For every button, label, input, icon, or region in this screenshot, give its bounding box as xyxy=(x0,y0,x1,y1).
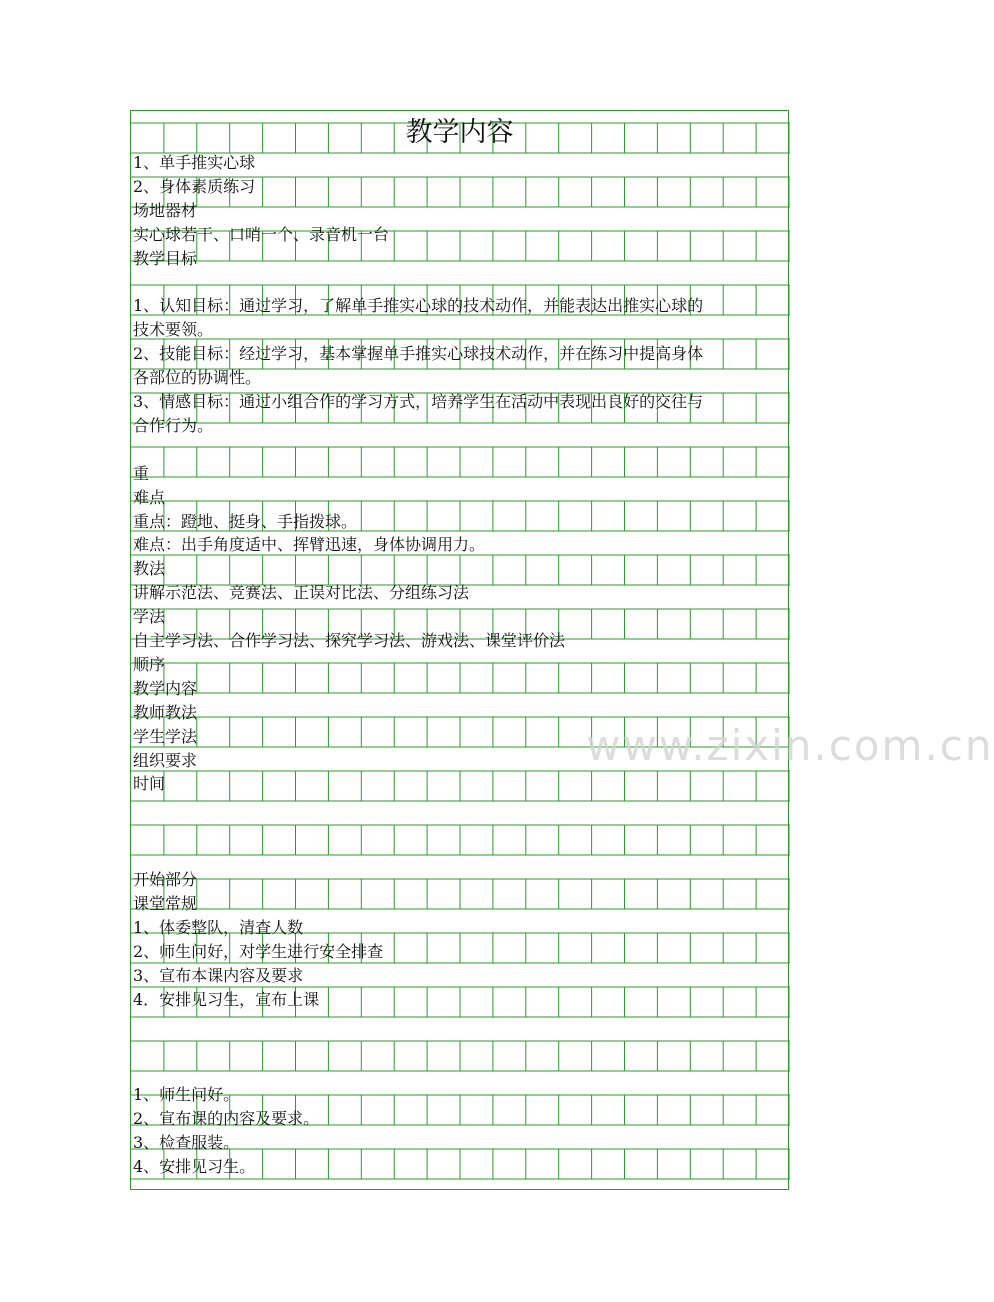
text-line xyxy=(133,796,786,820)
text-line: 各部位的协调性。 xyxy=(133,368,262,388)
text-line: 3、宣布本课内容及要求 xyxy=(133,965,304,985)
text-line: 4．安排见习生，宣布上课 xyxy=(133,989,320,1009)
document-sheet xyxy=(130,110,994,1190)
text-line: 开始部分 xyxy=(133,870,198,889)
watermark: www.zixin.com.cn xyxy=(586,721,994,770)
text-line: 自主学习法、合作学习法、探究学习法、游戏法、课堂评价法 xyxy=(133,631,566,650)
text-line xyxy=(133,438,786,462)
text-line: 场地器材 xyxy=(133,200,198,220)
text-line: 1、认知目标：通过学习，了解单手推实心球的技术动作，并能表达出推实心球的 xyxy=(133,296,704,316)
text-line: 讲解示范法、竞赛法、正误对比法、分组练习法 xyxy=(133,583,470,603)
text-line: 1、体委整队，清查人数 xyxy=(133,917,304,937)
text-line: 1、单手推实心球 xyxy=(133,153,256,172)
text-line: 3、检查服装。 xyxy=(133,1132,240,1152)
text-line xyxy=(133,271,786,295)
text-line: 学生学法 xyxy=(133,726,198,746)
text-line: 3、情感目标：通过小组合作的学习方式，培养学生在活动中表现出良好的交往与 xyxy=(133,392,704,411)
text-line: 技术要领。 xyxy=(133,320,214,340)
text-line xyxy=(133,1011,786,1035)
text-line: 2、宣布课的内容及要求。 xyxy=(133,1109,320,1128)
text-line: 课堂常规 xyxy=(133,893,198,913)
text-line: 重点：蹬地、挺身、手指拨球。 xyxy=(133,511,358,531)
text-line: 1、师生问好。 xyxy=(133,1085,240,1105)
text-line: 2、师生问好，对学生进行安全排查 xyxy=(133,941,384,961)
text-line: 时间 xyxy=(133,774,166,794)
page-title: 教学内容 xyxy=(405,117,514,148)
text-line: 实心球若干、口哨一个、录音机一台 xyxy=(133,224,390,244)
text-line xyxy=(133,844,786,868)
text-line: 教学目标 xyxy=(133,248,198,268)
text-line xyxy=(133,1059,786,1083)
text-line: 教学内容 xyxy=(133,678,198,698)
text-line: 合作行为。 xyxy=(133,415,214,435)
text-line: 组织要求 xyxy=(133,750,198,770)
text-line: 教法 xyxy=(133,559,166,579)
text-line: 学法 xyxy=(133,607,166,627)
text-line: 难点：出手角度适中、挥臂迅速，身体协调用力。 xyxy=(133,535,486,555)
text-line xyxy=(133,820,786,844)
text-line xyxy=(133,1035,786,1059)
text-line: 难点 xyxy=(133,487,166,507)
text-line: 教师教法 xyxy=(133,702,198,722)
text-line: 顺序 xyxy=(133,654,166,674)
text-line: 4、安排见习生。 xyxy=(133,1156,256,1176)
text-line: 重 xyxy=(133,463,150,483)
text-line: 2、技能目标：经过学习，基本掌握单手推实心球技术动作，并在练习中提高身体 xyxy=(133,344,704,364)
text-line: 2、身体素质练习 xyxy=(133,176,256,196)
